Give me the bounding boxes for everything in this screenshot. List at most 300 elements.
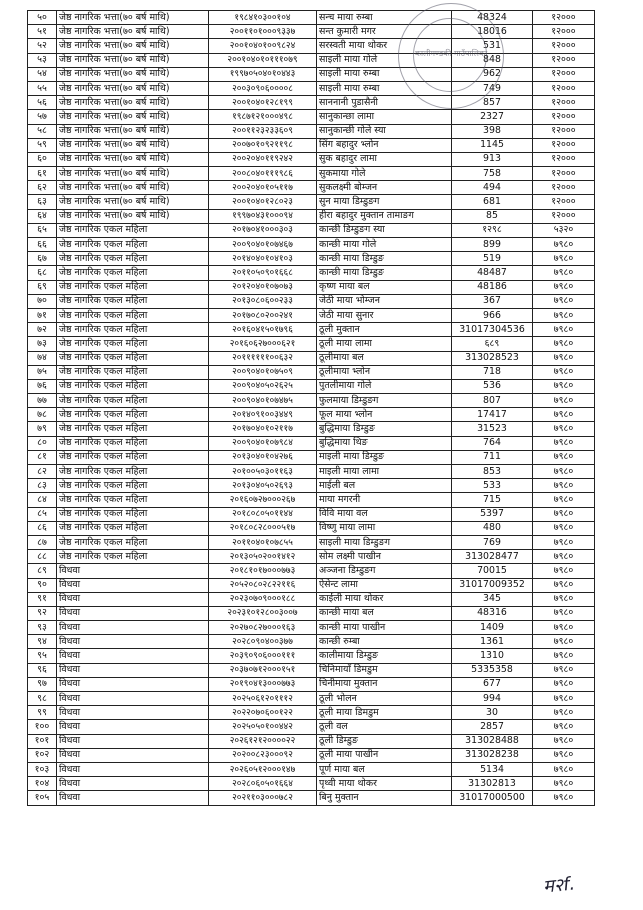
table-row: [28, 280, 595, 294]
citizenship-id-cell: २०११११११००६३२: [209, 351, 317, 365]
category-cell: विधवा: [57, 621, 209, 635]
account-number-cell: 345: [452, 592, 533, 606]
table-row: [28, 535, 595, 549]
serial-number-cell: ९९: [28, 706, 57, 720]
table-row: [28, 720, 595, 734]
amount-cell: १२०००: [533, 209, 595, 223]
table-row: [28, 606, 595, 620]
category-cell: विधवा: [57, 706, 209, 720]
beneficiary-name-cell: ठूली मुक्तान: [317, 323, 452, 337]
beneficiary-name-cell: सुन माया डिम्डुङग: [317, 195, 452, 209]
account-number-cell: 519: [452, 252, 533, 266]
category-cell: जेष्ठ नागरिक भत्ता(७० बर्ष माथि): [57, 96, 209, 110]
serial-number-cell: ५३: [28, 53, 57, 67]
account-number-cell: 769: [452, 535, 533, 549]
serial-number-cell: ९४: [28, 635, 57, 649]
category-cell: जेष्ठ नागरिक एकल महिला: [57, 479, 209, 493]
serial-number-cell: ५५: [28, 81, 57, 95]
account-number-cell: 1409: [452, 621, 533, 635]
category-cell: जेष्ठ नागरिक भत्ता(७० बर्ष माथि): [57, 209, 209, 223]
table-row: [28, 465, 595, 479]
beneficiary-name-cell: सुक बहादुर लामा: [317, 152, 452, 166]
table-row: [28, 777, 595, 791]
table-row: [28, 436, 595, 450]
serial-number-cell: ६४: [28, 209, 57, 223]
beneficiary-name-cell: सिंग बहादुर भ्लोन: [317, 138, 452, 152]
serial-number-cell: ७७: [28, 394, 57, 408]
beneficiary-name-cell: सानुकान्छी गोले स्या: [317, 124, 452, 138]
account-number-cell: 398: [452, 124, 533, 138]
account-number-cell: 18016: [452, 25, 533, 39]
category-cell: जेष्ठ नागरिक भत्ता(७० बर्ष माथि): [57, 167, 209, 181]
citizenship-id-cell: २००१०४०१०१११०७९: [209, 53, 317, 67]
amount-cell: ७९८०: [533, 337, 595, 351]
category-cell: जेष्ठ नागरिक भत्ता(७० बर्ष माथि): [57, 67, 209, 81]
category-cell: जेष्ठ नागरिक एकल महिला: [57, 252, 209, 266]
category-cell: जेष्ठ नागरिक भत्ता(७० बर्ष माथि): [57, 25, 209, 39]
citizenship-id-cell: २००१०४०१००९८२४: [209, 39, 317, 53]
table-row: [28, 408, 595, 422]
account-number-cell: 48186: [452, 280, 533, 294]
citizenship-id-cell: २००११०१०००९३३७: [209, 25, 317, 39]
account-number-cell: 30: [452, 706, 533, 720]
serial-number-cell: ६१: [28, 167, 57, 181]
table-row: [28, 81, 595, 95]
amount-cell: ७९८०: [533, 422, 595, 436]
citizenship-id-cell: २००१०४०१२८१९९: [209, 96, 317, 110]
citizenship-id-cell: २०१००५०३०११६३: [209, 465, 317, 479]
serial-number-cell: ६०: [28, 152, 57, 166]
table-row: [28, 266, 595, 280]
serial-number-cell: १०१: [28, 734, 57, 748]
account-number-cell: 48324: [452, 11, 533, 25]
serial-number-cell: ८२: [28, 465, 57, 479]
category-cell: विधवा: [57, 649, 209, 663]
beneficiary-name-cell: कान्छी माया गोले: [317, 238, 452, 252]
amount-cell: ७९८०: [533, 635, 595, 649]
table-row: [28, 195, 595, 209]
table-row: [28, 493, 595, 507]
table-row: [28, 706, 595, 720]
amount-cell: ७९८०: [533, 323, 595, 337]
office-stamp: [398, 3, 504, 109]
account-number-cell: 749: [452, 81, 533, 95]
serial-number-cell: ६५: [28, 223, 57, 237]
beneficiary-name-cell: ठूली भोलन: [317, 692, 452, 706]
table-row: [28, 394, 595, 408]
category-cell: जेष्ठ नागरिक एकल महिला: [57, 323, 209, 337]
account-number-cell: 533: [452, 479, 533, 493]
account-number-cell: 85: [452, 209, 533, 223]
beneficiary-name-cell: जेठी माया सुनार: [317, 308, 452, 322]
amount-cell: १२०००: [533, 11, 595, 25]
table-row: [28, 692, 595, 706]
amount-cell: १२०००: [533, 96, 595, 110]
citizenship-id-cell: २०१६०४१५०१७९६: [209, 323, 317, 337]
beneficiary-name-cell: कान्छी माया डिम्डुङ: [317, 266, 452, 280]
beneficiary-name-cell: साइली माया डिम्डुङग: [317, 535, 452, 549]
serial-number-cell: ७४: [28, 351, 57, 365]
amount-cell: ७९८०: [533, 465, 595, 479]
beneficiary-name-cell: बुद्धिमाया डिम्डुङ: [317, 422, 452, 436]
citizenship-id-cell: २०१६०६२७०००६२१: [209, 337, 317, 351]
table-row: [28, 379, 595, 393]
category-cell: जेष्ठ नागरिक एकल महिला: [57, 266, 209, 280]
citizenship-id-cell: १९८७१२१०००४९८: [209, 110, 317, 124]
account-number-cell: ६८९: [452, 337, 533, 351]
document-sheet: [27, 10, 590, 806]
amount-cell: ७९८०: [533, 720, 595, 734]
account-number-cell: 536: [452, 379, 533, 393]
category-cell: जेष्ठ नागरिक एकल महिला: [57, 351, 209, 365]
account-number-cell: 48316: [452, 606, 533, 620]
category-cell: जेष्ठ नागरिक एकल महिला: [57, 238, 209, 252]
amount-cell: ७९८०: [533, 507, 595, 521]
table-row: [28, 209, 595, 223]
citizenship-id-cell: २०१८०८०५०११४४: [209, 507, 317, 521]
amount-cell: ७९८०: [533, 578, 595, 592]
account-number-cell: 5134: [452, 762, 533, 776]
category-cell: विधवा: [57, 663, 209, 677]
amount-cell: ७९८०: [533, 238, 595, 252]
citizenship-id-cell: २०१७०४०१०२११७: [209, 422, 317, 436]
table-row: [28, 53, 595, 67]
table-row: [28, 294, 595, 308]
amount-cell: ७९८०: [533, 535, 595, 549]
table-row: [28, 152, 595, 166]
beneficiary-name-cell: ठूली माया पाखीन: [317, 748, 452, 762]
category-cell: जेष्ठ नागरिक एकल महिला: [57, 465, 209, 479]
table-row: [28, 25, 595, 39]
category-cell: जेष्ठ नागरिक एकल महिला: [57, 507, 209, 521]
table-row: [28, 167, 595, 181]
amount-cell: ७९८०: [533, 408, 595, 422]
category-cell: जेष्ठ नागरिक भत्ता(७० बर्ष माथि): [57, 181, 209, 195]
citizenship-id-cell: २०२६०५१२०००१४७: [209, 762, 317, 776]
amount-cell: ७९८०: [533, 521, 595, 535]
account-number-cell: 494: [452, 181, 533, 195]
account-number-cell: 899: [452, 238, 533, 252]
citizenship-id-cell: २०३७०७१२०००१५१: [209, 663, 317, 677]
table-row: [28, 550, 595, 564]
account-number-cell: 5335358: [452, 663, 533, 677]
serial-number-cell: ८८: [28, 550, 57, 564]
account-number-cell: 807: [452, 394, 533, 408]
beneficiary-name-cell: सानुकान्छा लामा: [317, 110, 452, 124]
category-cell: जेष्ठ नागरिक भत्ता(७० बर्ष माथि): [57, 11, 209, 25]
category-cell: विधवा: [57, 734, 209, 748]
category-cell: जेष्ठ नागरिक भत्ता(७० बर्ष माथि): [57, 195, 209, 209]
serial-number-cell: ५९: [28, 138, 57, 152]
account-number-cell: 70015: [452, 564, 533, 578]
amount-cell: ७९८०: [533, 777, 595, 791]
category-cell: विधवा: [57, 578, 209, 592]
account-number-cell: 711: [452, 450, 533, 464]
beneficiary-name-cell: सन्त कुमारी मगर: [317, 25, 452, 39]
serial-number-cell: ५४: [28, 67, 57, 81]
amount-cell: १२०००: [533, 138, 595, 152]
serial-number-cell: ७२: [28, 323, 57, 337]
category-cell: जेष्ठ नागरिक एकल महिला: [57, 223, 209, 237]
category-cell: जेष्ठ नागरिक एकल महिला: [57, 521, 209, 535]
category-cell: जेष्ठ नागरिक एकल महिला: [57, 280, 209, 294]
beneficiary-name-cell: साइली माया रुम्बा: [317, 67, 452, 81]
table-row: [28, 762, 595, 776]
category-cell: जेष्ठ नागरिक एकल महिला: [57, 308, 209, 322]
beneficiary-name-cell: ऐसेन्ट लामा: [317, 578, 452, 592]
serial-number-cell: ७५: [28, 365, 57, 379]
table-row: [28, 734, 595, 748]
beneficiary-name-cell: कान्छी डिम्डुङग स्या: [317, 223, 452, 237]
citizenship-id-cell: १९९७०४३१०००९४: [209, 209, 317, 223]
amount-cell: ७९८०: [533, 266, 595, 280]
table-row: [28, 351, 595, 365]
account-number-cell: 313028488: [452, 734, 533, 748]
beneficiary-name-cell: कान्छी माया पाखीन: [317, 621, 452, 635]
citizenship-id-cell: २००२०४०१०५११७: [209, 181, 317, 195]
beneficiary-name-cell: कृष्ण माया बल: [317, 280, 452, 294]
serial-number-cell: ५८: [28, 124, 57, 138]
beneficiary-name-cell: माइली माया लामा: [317, 465, 452, 479]
citizenship-id-cell: १९८४१०३००१०४: [209, 11, 317, 25]
account-number-cell: 848: [452, 53, 533, 67]
table-row: [28, 564, 595, 578]
citizenship-id-cell: २००७०१०९२११९८: [209, 138, 317, 152]
category-cell: जेष्ठ नागरिक भत्ता(७० बर्ष माथि): [57, 124, 209, 138]
citizenship-id-cell: २०२००८२३०००९२: [209, 748, 317, 762]
citizenship-id-cell: २००८०४०१११९८६: [209, 167, 317, 181]
table-row: [28, 592, 595, 606]
amount-cell: ७९८०: [533, 252, 595, 266]
amount-cell: १२०००: [533, 152, 595, 166]
beneficiary-name-cell: ठूली वल: [317, 720, 452, 734]
beneficiary-name-cell: ठूली डिम्डुङ: [317, 734, 452, 748]
table-row: [28, 67, 595, 81]
citizenship-id-cell: २०२११०३०००७८२: [209, 791, 317, 805]
beneficiary-name-cell: माया मगरनी: [317, 493, 452, 507]
beneficiary-name-cell: चिनीमाया मुक्तान: [317, 677, 452, 691]
serial-number-cell: ६७: [28, 252, 57, 266]
citizenship-id-cell: २०२७०८२७०००१६३: [209, 621, 317, 635]
account-number-cell: 764: [452, 436, 533, 450]
signature: म२f.: [542, 873, 576, 898]
beneficiary-name-cell: पूर्ण माया बल: [317, 762, 452, 776]
serial-number-cell: १०३: [28, 762, 57, 776]
account-number-cell: 962: [452, 67, 533, 81]
citizenship-id-cell: २०११०४०१०७८५५: [209, 535, 317, 549]
serial-number-cell: ८५: [28, 507, 57, 521]
citizenship-id-cell: २०११०५०९०१६६८: [209, 266, 317, 280]
account-number-cell: 17417: [452, 408, 533, 422]
category-cell: विधवा: [57, 635, 209, 649]
amount-cell: ७९८०: [533, 280, 595, 294]
serial-number-cell: ७९: [28, 422, 57, 436]
citizenship-id-cell: २०१३०५०२००१४१२: [209, 550, 317, 564]
table-row: [28, 635, 595, 649]
beneficiary-name-cell: पुतलीमाया गोले: [317, 379, 452, 393]
table-row: [28, 39, 595, 53]
amount-cell: १२०००: [533, 124, 595, 138]
account-number-cell: 313028477: [452, 550, 533, 564]
account-number-cell: 313028523: [452, 351, 533, 365]
table-row: [28, 124, 595, 138]
table-row: [28, 323, 595, 337]
beneficiary-name-cell: बिनु मुक्तान: [317, 791, 452, 805]
account-number-cell: १२९८: [452, 223, 533, 237]
account-number-cell: 1145: [452, 138, 533, 152]
beneficiary-name-cell: ठूली माया लामा: [317, 337, 452, 351]
account-number-cell: 857: [452, 96, 533, 110]
citizenship-id-cell: २०५२०८०२८२२११६: [209, 578, 317, 592]
category-cell: जेष्ठ नागरिक एकल महिला: [57, 408, 209, 422]
citizenship-id-cell: २०१८१०१७०००७७३: [209, 564, 317, 578]
amount-cell: १२०००: [533, 195, 595, 209]
amount-cell: १२०००: [533, 81, 595, 95]
account-number-cell: 677: [452, 677, 533, 691]
table-row: [28, 422, 595, 436]
citizenship-id-cell: २०१४०४०१०४१०३: [209, 252, 317, 266]
amount-cell: १२०००: [533, 67, 595, 81]
citizenship-id-cell: २००९०४०१०७४७५: [209, 394, 317, 408]
category-cell: विधवा: [57, 720, 209, 734]
amount-cell: ७९८०: [533, 663, 595, 677]
category-cell: जेष्ठ नागरिक भत्ता(७० बर्ष माथि): [57, 152, 209, 166]
table-row: [28, 96, 595, 110]
account-number-cell: 5397: [452, 507, 533, 521]
amount-cell: ७९८०: [533, 436, 595, 450]
serial-number-cell: ७६: [28, 379, 57, 393]
beneficiary-name-cell: जेठी माया भोम्जन: [317, 294, 452, 308]
serial-number-cell: ७०: [28, 294, 57, 308]
account-number-cell: 31302813: [452, 777, 533, 791]
amount-cell: ७९८०: [533, 308, 595, 322]
beneficiary-name-cell: कान्छी माया डिम्डुङ: [317, 252, 452, 266]
beneficiary-name-cell: पृथ्वी माया थोकर: [317, 777, 452, 791]
serial-number-cell: ९१: [28, 592, 57, 606]
beneficiary-name-cell: विष्णु माया लामा: [317, 521, 452, 535]
category-cell: जेष्ठ नागरिक एकल महिला: [57, 422, 209, 436]
citizenship-id-cell: २०१३०४०१०४२७६: [209, 450, 317, 464]
beneficiary-name-cell: साइली माया गोले: [317, 53, 452, 67]
citizenship-id-cell: १९९७०५०४०१०४४३: [209, 67, 317, 81]
beneficiary-name-cell: माइली माया डिम्डुङ: [317, 450, 452, 464]
citizenship-id-cell: २००१०४०१२८०२३: [209, 195, 317, 209]
amount-cell: १२०००: [533, 25, 595, 39]
beneficiary-name-cell: फूल माया भ्लोन: [317, 408, 452, 422]
beneficiary-name-cell: ठूलीमाया भ्लोन: [317, 365, 452, 379]
beneficiary-name-cell: चिनिमायाँ डिमडुम: [317, 663, 452, 677]
category-cell: जेष्ठ नागरिक भत्ता(७० बर्ष माथि): [57, 81, 209, 95]
table-row: [28, 365, 595, 379]
account-number-cell: 718: [452, 365, 533, 379]
amount-cell: ७९८०: [533, 606, 595, 620]
table-row: [28, 337, 595, 351]
beneficiary-name-cell: सोम लक्ष्मी पाखीन: [317, 550, 452, 564]
citizenship-id-cell: २०२६१२१२००००२२: [209, 734, 317, 748]
beneficiary-name-cell: बुद्धिमाया थिङ: [317, 436, 452, 450]
amount-cell: ७९८०: [533, 294, 595, 308]
citizenship-id-cell: २०१३०८०६००२३३: [209, 294, 317, 308]
citizenship-id-cell: २०२३०७०९०००१८८: [209, 592, 317, 606]
serial-number-cell: ६२: [28, 181, 57, 195]
table-row: [28, 578, 595, 592]
account-number-cell: 2857: [452, 720, 533, 734]
serial-number-cell: ९७: [28, 677, 57, 691]
account-number-cell: 1361: [452, 635, 533, 649]
category-cell: विधवा: [57, 606, 209, 620]
amount-cell: ७९८०: [533, 692, 595, 706]
amount-cell: ७९८०: [533, 677, 595, 691]
citizenship-id-cell: २००३०९०६००००८: [209, 81, 317, 95]
citizenship-id-cell: २००२०४०११९२४२: [209, 152, 317, 166]
serial-number-cell: ५७: [28, 110, 57, 124]
table-row: [28, 677, 595, 691]
table-row: [28, 181, 595, 195]
serial-number-cell: ५१: [28, 25, 57, 39]
amount-cell: १२०००: [533, 181, 595, 195]
amount-cell: ७९८०: [533, 592, 595, 606]
amount-cell: ७९८०: [533, 762, 595, 776]
category-cell: जेष्ठ नागरिक भत्ता(७० बर्ष माथि): [57, 39, 209, 53]
stamp-text: कालीगण्डकी गाउँपालिका: [414, 49, 488, 58]
table-row: [28, 110, 595, 124]
category-cell: जेष्ठ नागरिक एकल महिला: [57, 365, 209, 379]
table-row: [28, 791, 595, 805]
beneficiary-name-cell: साननानी पुडासैनी: [317, 96, 452, 110]
citizenship-id-cell: २०२५०६१२०१११२: [209, 692, 317, 706]
amount-cell: ७९८०: [533, 493, 595, 507]
amount-cell: ७९८०: [533, 791, 595, 805]
account-number-cell: 31523: [452, 422, 533, 436]
table-row: [28, 238, 595, 252]
serial-number-cell: १०४: [28, 777, 57, 791]
amount-cell: ७९८०: [533, 748, 595, 762]
citizenship-id-cell: २०१७०८०२००२४१: [209, 308, 317, 322]
serial-number-cell: ९५: [28, 649, 57, 663]
amount-cell: ७९८०: [533, 621, 595, 635]
account-number-cell: 48487: [452, 266, 533, 280]
serial-number-cell: ६६: [28, 238, 57, 252]
serial-number-cell: ६८: [28, 266, 57, 280]
amount-cell: ७९८०: [533, 564, 595, 578]
amount-cell: १२०००: [533, 39, 595, 53]
beneficiary-name-cell: कान्छी रुम्बा: [317, 635, 452, 649]
amount-cell: ७९८०: [533, 365, 595, 379]
citizenship-id-cell: २००९०४०१०७५०९: [209, 365, 317, 379]
serial-number-cell: ८१: [28, 450, 57, 464]
category-cell: जेष्ठ नागरिक एकल महिला: [57, 493, 209, 507]
citizenship-id-cell: २०२५०५०१००४४२: [209, 720, 317, 734]
beneficiary-name-cell: सुकलक्ष्मी बोम्जन: [317, 181, 452, 195]
table-row: [28, 521, 595, 535]
category-cell: विधवा: [57, 748, 209, 762]
table-row: [28, 450, 595, 464]
table-body: [28, 11, 595, 806]
account-number-cell: 715: [452, 493, 533, 507]
account-number-cell: 31017000500: [452, 791, 533, 805]
beneficiary-name-cell: माईली बल: [317, 479, 452, 493]
beneficiary-name-cell: कान्छी माया बल: [317, 606, 452, 620]
category-cell: जेष्ठ नागरिक भत्ता(७० बर्ष माथि): [57, 110, 209, 124]
beneficiary-name-cell: फुलमाया डिम्डुङग: [317, 394, 452, 408]
account-number-cell: 853: [452, 465, 533, 479]
table-row: [28, 649, 595, 663]
serial-number-cell: ७३: [28, 337, 57, 351]
serial-number-cell: ५६: [28, 96, 57, 110]
serial-number-cell: ५२: [28, 39, 57, 53]
citizenship-id-cell: २००९०४०१०७४६७: [209, 238, 317, 252]
category-cell: जेष्ठ नागरिक एकल महिला: [57, 550, 209, 564]
